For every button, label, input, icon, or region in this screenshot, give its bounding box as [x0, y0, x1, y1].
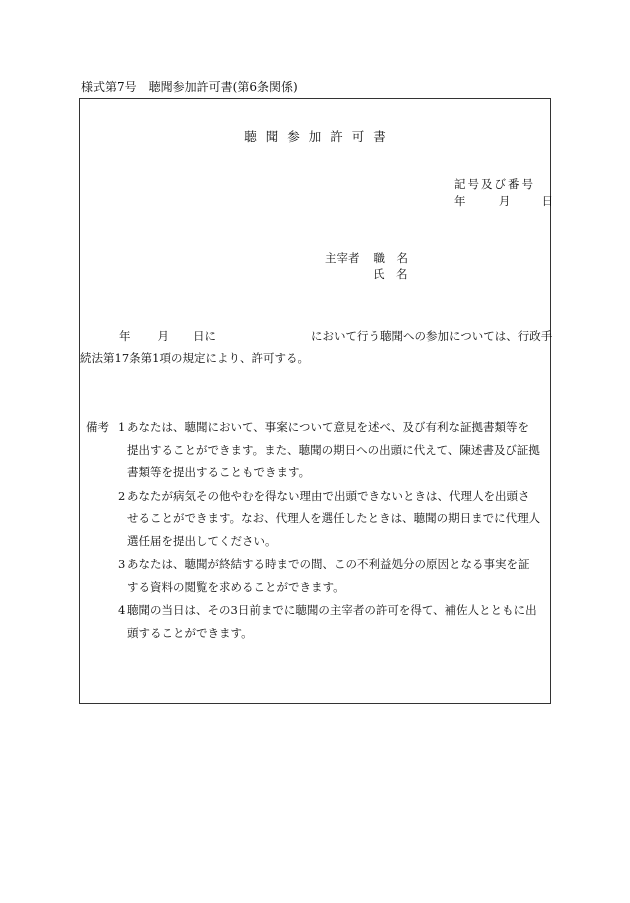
note-line: 書類等を提出することもできます。 [127, 465, 311, 479]
note-item [86, 553, 544, 598]
notes-heading: 備考 [86, 420, 109, 434]
note-line: あなたが病気その他やむを得ない理由で出頭できないときは、代理人を出頭さ [127, 488, 530, 503]
note-line: 聴聞の当日は、その3日前までに聴聞の主宰者の許可を得て、補佐人とともに出 [127, 603, 537, 617]
body-year: 年 [119, 329, 131, 343]
note-number: 1 [118, 420, 126, 434]
form-number-label: 様式第7号 聴聞参加許可書(第6条関係) [81, 80, 298, 94]
note-number: 3 [118, 557, 126, 571]
body-line-1-rest: において行う聴聞への参加については、行政手 [311, 329, 553, 343]
organizer-position [325, 250, 408, 266]
body-month: 月 [157, 329, 169, 343]
note-line: 選任届を提出してください。 [127, 533, 277, 548]
doc-number-label: 記号及び番号 [454, 177, 535, 191]
note-number: 2 [118, 488, 126, 503]
organizer-position-label: 職 名 [373, 251, 408, 265]
note-item [86, 416, 544, 484]
organizer-name-label: 氏 名 [373, 267, 408, 281]
issue-date-day: 日 [541, 194, 554, 208]
note-line: 頭することができます。 [127, 625, 253, 640]
document-title: 聴聞参加許可書 [244, 129, 395, 144]
permit-document-frame [79, 98, 554, 704]
note-item [86, 485, 544, 553]
issue-date-year: 年 [454, 194, 466, 208]
permit-body-line-2: 続法第17条第1項の規定により、許可する。 [80, 351, 309, 365]
issue-date-month: 月 [498, 194, 511, 208]
note-line: する資料の閲覧を求めることができます。 [127, 579, 345, 594]
permit-body-line-1 [80, 325, 553, 347]
note-number: 4 [118, 603, 126, 617]
organizer-prefix: 主宰者 [325, 251, 360, 265]
notes-section [86, 416, 544, 645]
note-line: あなたは、聴聞において、事案について意見を述べ、及び有利な証拠書類等を [127, 420, 530, 434]
note-line: 提出することができます。また、聴聞の期日への出頭に代えて、陳述書及び証拠 [127, 442, 540, 457]
issue-date [454, 193, 553, 209]
note-line: せることができます。なお、代理人を選任したときは、聴聞の期日までに代理人 [127, 511, 541, 525]
note-line: あなたは、聴聞が終結する時までの間、この不利益処分の原因となる事実を証 [127, 557, 530, 571]
body-day: 日に [193, 329, 216, 343]
note-item [86, 599, 544, 644]
permit-body [80, 325, 553, 369]
